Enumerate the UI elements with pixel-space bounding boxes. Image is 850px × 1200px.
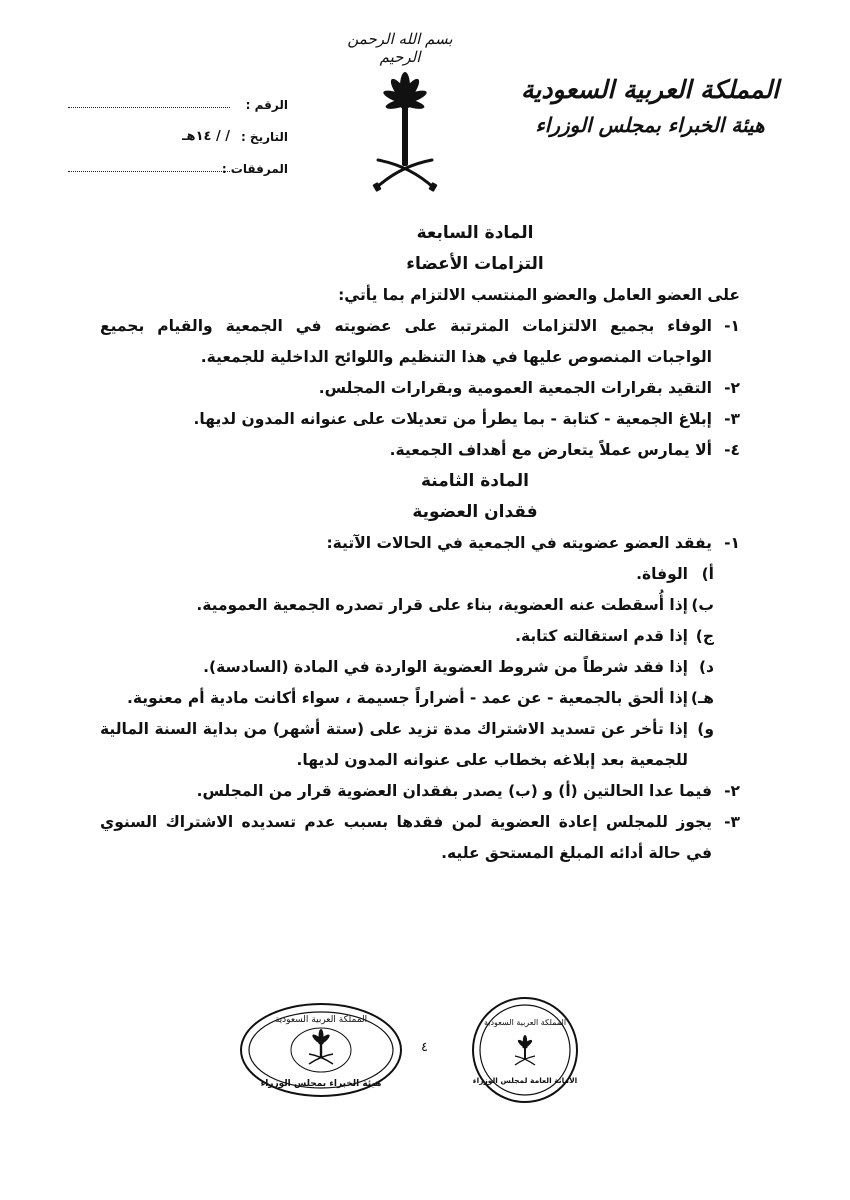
item-text: فيما عدا الحالتين (أ) و (ب) يصدر بفقدان العضوية قرار من المجلس. [196, 782, 712, 800]
case-letter: أ) [701, 565, 714, 583]
seal-left-top-text: المملكة العربية السعودية [274, 1015, 368, 1025]
list-item [100, 404, 740, 435]
item-number: ١- [724, 317, 740, 335]
item-text: التقيد بقرارات الجمعية العمومية وبقرارات المجلس. [318, 379, 712, 397]
list-item [100, 435, 740, 466]
item-number: ٢- [724, 782, 740, 800]
seal-right-bottom-text: الأمانة العامة لمجلس الوزراء [472, 1076, 578, 1085]
list-item [100, 528, 740, 559]
item-text: يجوز للمجلس إعادة العضوية لمن فقدها بسبب عدم تسديده الاشتراك السنوي في حالة أدائه المبلغ المستحق عليه. [100, 813, 712, 862]
item-number: ٤- [724, 441, 740, 459]
agency-name: هيئة الخبراء بمجلس الوزراء [535, 113, 765, 137]
official-seal-icon [237, 1000, 405, 1100]
case-letter: و) [697, 720, 714, 738]
case-text: الوفاة. [636, 565, 688, 583]
case-text: إذا تأخر عن تسديد الاشتراك مدة تزيد على (ستة أشهر) من بداية السنة المالية للجمعية بعد إبلاغه بخطاب على عنوانه المدون لديها. [100, 720, 688, 769]
case-item [100, 652, 740, 683]
article-7-title: المادة السابعة [416, 223, 534, 243]
attachments-label: المرفقات : [221, 162, 288, 176]
date-value: / / ١٤هـ [182, 129, 230, 144]
document-meta [68, 80, 288, 176]
item-text: إبلاغ الجمعية - كتابة - بما يطرأ من تعديلات على عنوانه المدون لديها. [193, 410, 712, 428]
attachments-row [68, 144, 288, 176]
article-7-intro: على العضو العامل والعضو المنتسب الالتزام بما يأتي: [338, 286, 740, 304]
item-text: يفقد العضو عضويته في الجمعية في الحالات الآتية: [326, 534, 712, 552]
list-item [100, 776, 740, 807]
item-text: الوفاء بجميع الالتزامات المترتبة على عضويته في الجمعية والقيام بجميع الواجبات المنصوص عليها في هذا التنظيم واللوائح الداخلية للجمعية. [100, 317, 712, 366]
seal-right-top-text: المملكة العربية السعودية [483, 1018, 567, 1027]
item-number: ٣- [724, 410, 740, 428]
country-name: المملكة العربية السعودية [520, 75, 780, 104]
list-item [100, 807, 740, 869]
attachments-field [68, 161, 230, 172]
date-label: التاريخ : [240, 130, 288, 144]
page-number: ٤ [421, 1040, 428, 1055]
item-number: ٢- [724, 379, 740, 397]
ref-field [68, 97, 230, 108]
list-item [100, 373, 740, 404]
article-8-subtitle: فقدان العضوية [412, 502, 538, 522]
case-item [100, 621, 740, 652]
case-text: إذا فقد شرطاً من شروط العضوية الواردة في المادة (السادسة). [203, 658, 688, 676]
seal-left-bottom-text: هيئة الخبراء بمجلس الوزراء [260, 1079, 382, 1089]
document-body [100, 218, 740, 869]
case-item [100, 590, 740, 621]
item-number: ١- [724, 534, 740, 552]
list-item [100, 311, 740, 373]
date-row [68, 112, 288, 144]
case-item [100, 683, 740, 714]
case-letter: ج) [695, 627, 714, 645]
case-item [100, 714, 740, 776]
article-8-title: المادة الثامنة [421, 471, 529, 491]
organization-header [520, 72, 780, 142]
case-text: إذا ألحق بالجمعية - عن عمد - أضراراً جسيمة ، سواء أكانت مادية أم معنوية. [126, 689, 688, 707]
article-7-subtitle: التزامات الأعضاء [406, 254, 544, 274]
case-item [100, 559, 740, 590]
case-letter: د) [698, 658, 714, 676]
case-text: إذا أُسقطت عنه العضوية، بناء على قرار تصدره الجمعية العمومية. [196, 596, 688, 614]
ref-label: الرقم : [245, 98, 288, 112]
basmala: بسم الله الرحمن الرحيم [347, 30, 453, 66]
item-text: ألا يمارس عملاً يتعارض مع أهداف الجمعية. [389, 441, 712, 459]
official-seal-icon [470, 995, 580, 1105]
ref-row [68, 80, 288, 112]
case-letter: ب) [691, 596, 714, 614]
item-number: ٣- [724, 813, 740, 831]
case-letter: هـ) [690, 689, 714, 707]
saudi-emblem-icon [370, 68, 440, 196]
case-text: إذا قدم استقالته كتابة. [515, 627, 688, 645]
